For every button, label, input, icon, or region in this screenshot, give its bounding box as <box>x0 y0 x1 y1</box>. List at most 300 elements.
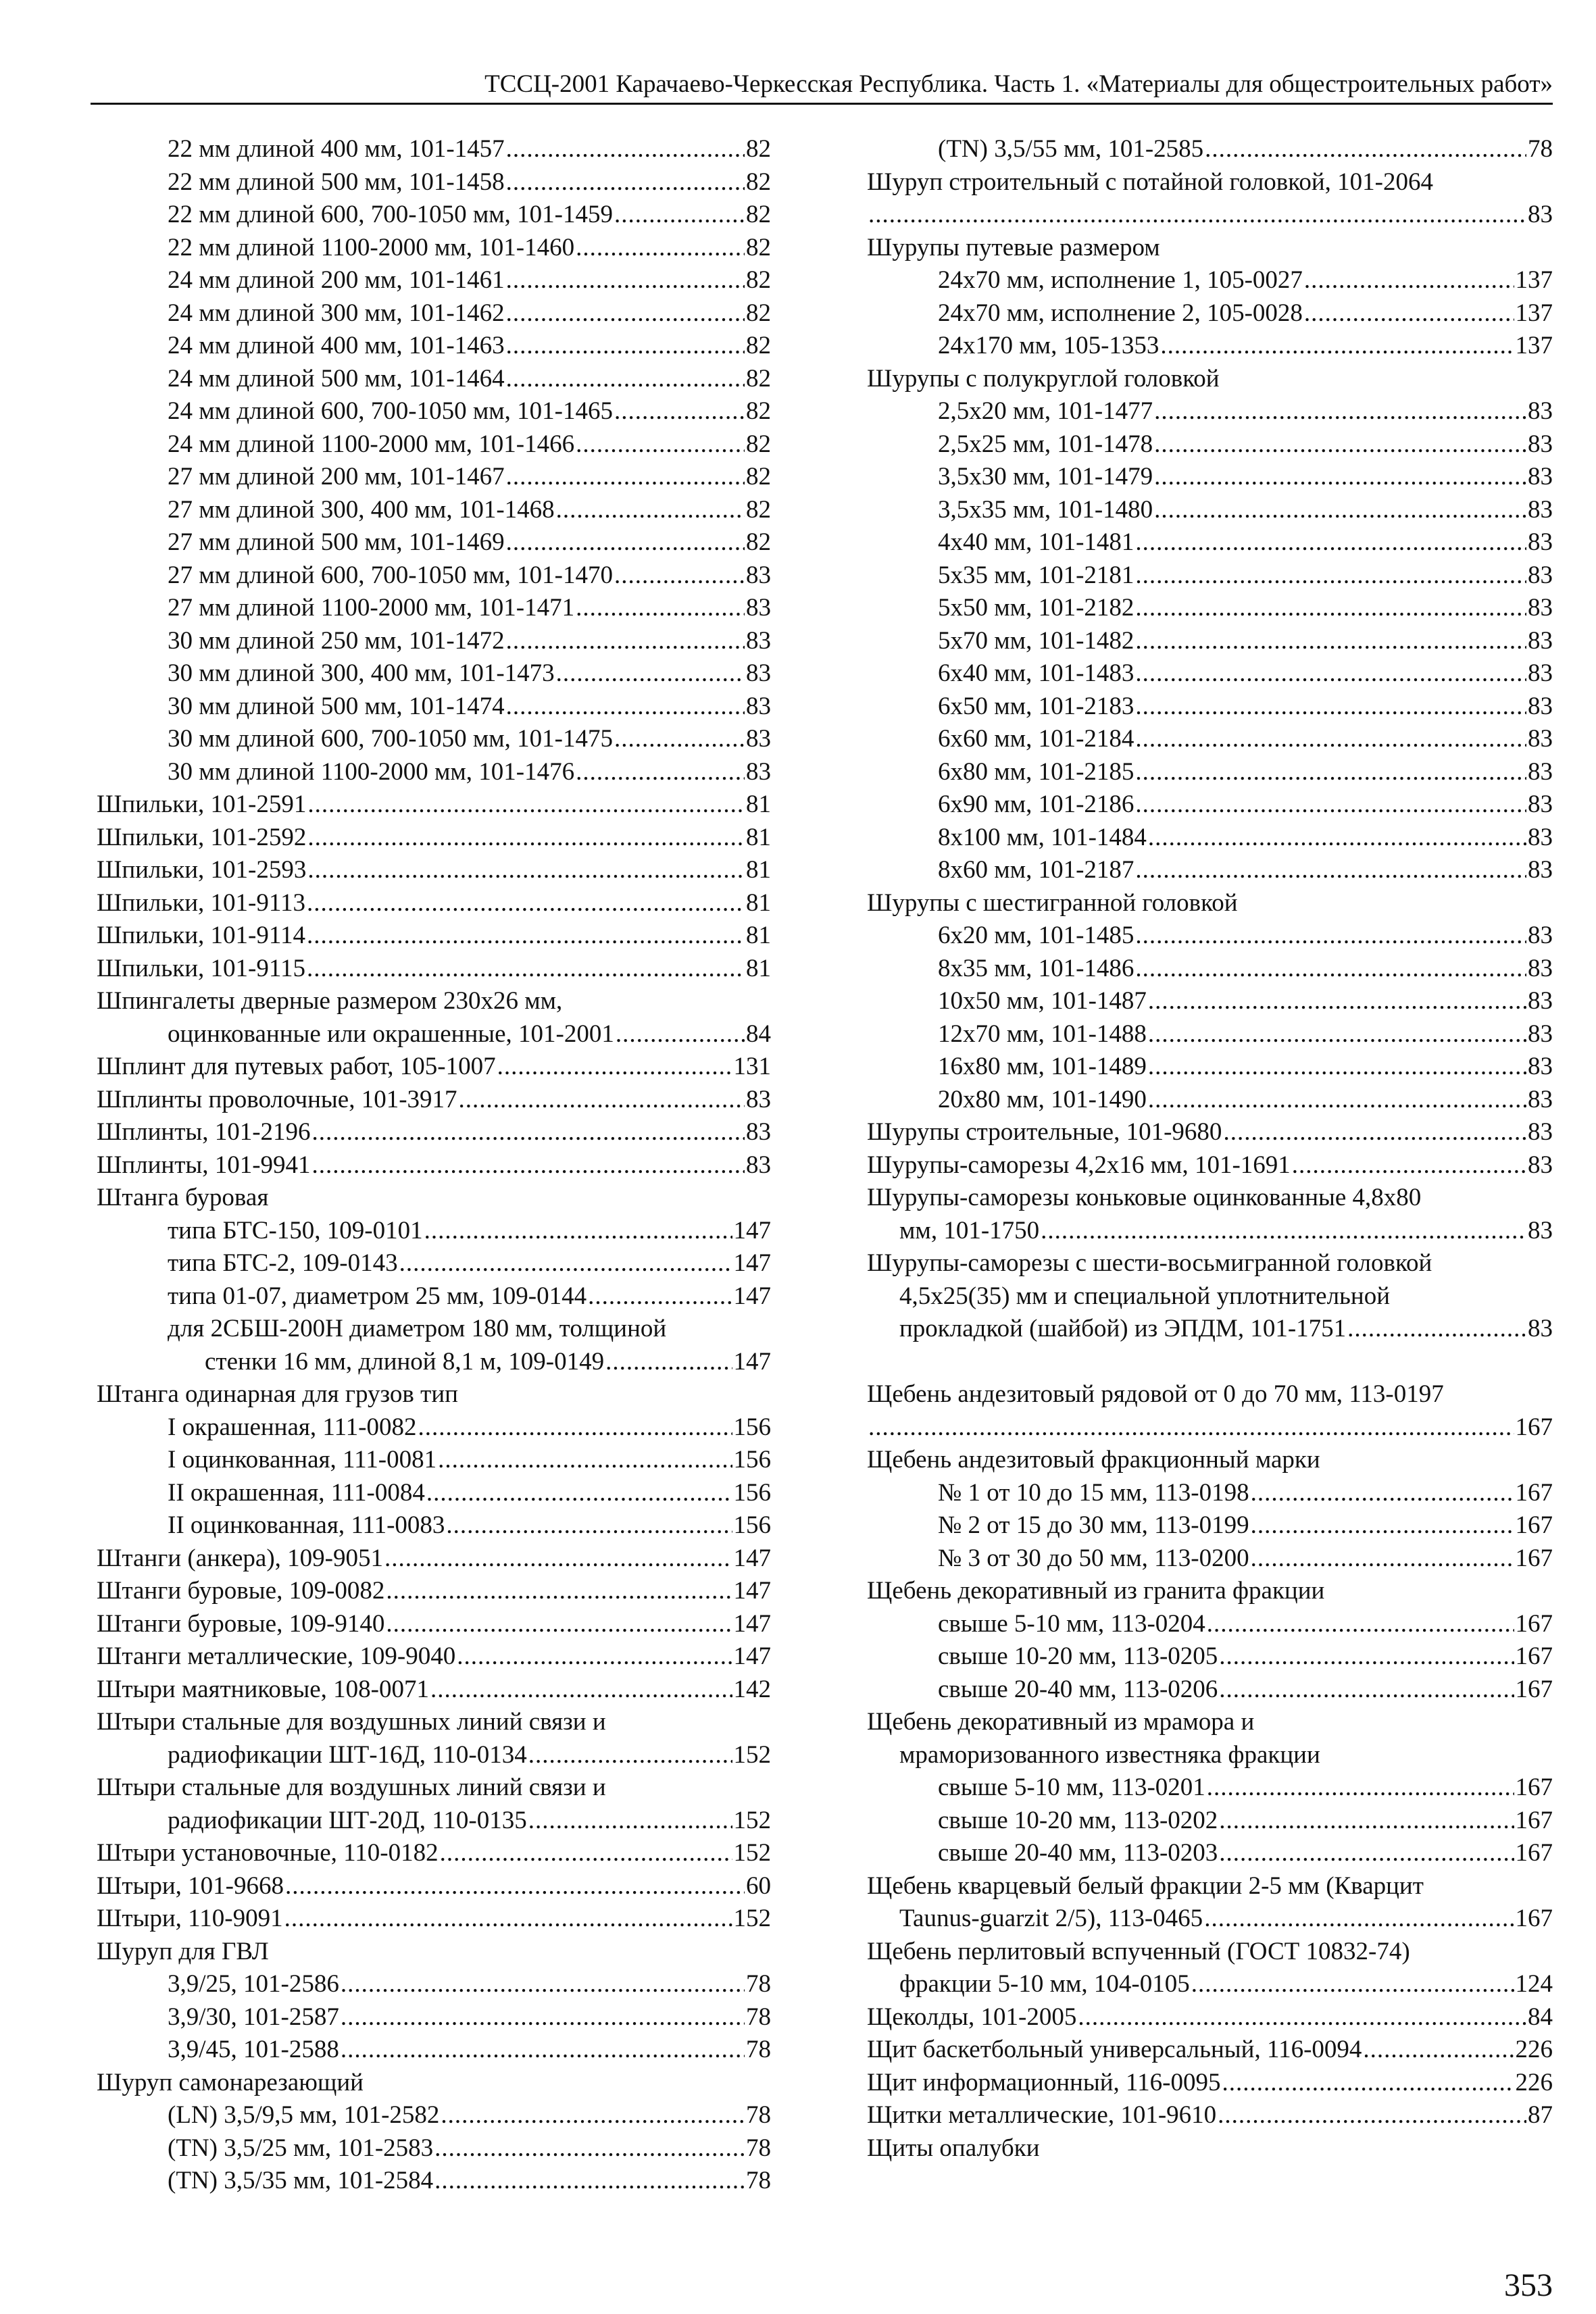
index-entry <box>867 2099 1553 2132</box>
entry-page-number: 167 <box>1515 1609 1553 1638</box>
index-entry <box>97 559 771 593</box>
entry-text: 22 мм длиной 400 мм, 101-1457 <box>168 135 505 163</box>
dot-leader <box>506 363 745 396</box>
entry-text: оцинкованные или окрашенные, 101-2001 <box>168 1020 614 1048</box>
dot-leader <box>1041 1215 1526 1248</box>
entry-text: прокладкой (шайбой) из ЭПДМ, 101-1751 <box>899 1315 1347 1342</box>
dot-leader <box>1304 264 1514 297</box>
dot-leader <box>576 428 745 461</box>
entry-text: Щебень кварцевый белый фракции 2-5 мм (Кварцит <box>867 1871 1424 1900</box>
dot-leader <box>1148 1051 1526 1084</box>
index-entry <box>97 1837 771 1870</box>
dot-leader <box>1160 330 1514 363</box>
index-entry <box>867 199 1553 232</box>
entry-text: свыше 20-40 мм, 113-0203 <box>938 1839 1218 1867</box>
index-entry <box>867 494 1553 527</box>
dot-leader <box>1154 461 1526 494</box>
entry-text: I окрашенная, 111-0082 <box>168 1413 417 1441</box>
index-entry <box>867 526 1553 559</box>
index-entry <box>97 330 771 363</box>
dot-leader <box>506 461 745 494</box>
entry-page-number: 83 <box>1528 1151 1553 1179</box>
index-entry <box>97 2001 771 2034</box>
entry-page-number: 137 <box>1515 332 1553 359</box>
index-entry <box>867 788 1553 822</box>
index-entry <box>867 1411 1553 1444</box>
entry-text: 3,9/25, 101-2586 <box>168 1970 339 1998</box>
entry-text: Щебень декоративный из мрамора и <box>867 1708 1255 1736</box>
entry-text: 24 мм длиной 500 мм, 101-1464 <box>168 364 505 393</box>
entry-text: Штанга одинарная для грузов тип <box>97 1380 458 1408</box>
dot-leader <box>441 2099 745 2132</box>
dot-leader <box>506 690 745 724</box>
entry-page-number: 124 <box>1515 1970 1553 1998</box>
dot-leader <box>506 625 745 658</box>
entry-page-number: 81 <box>746 888 771 917</box>
entry-text: 27 мм длиной 1100-2000 мм, 101-1471 <box>168 594 575 622</box>
entry-text: Шуруп для ГВЛ <box>97 1937 269 1965</box>
entry-page-number: 82 <box>746 168 771 196</box>
entry-page-number: 83 <box>1528 692 1553 720</box>
entry-page-number: 167 <box>1515 1905 1553 1932</box>
entry-text: 8х100 мм, 101-1484 <box>938 823 1147 851</box>
index-entry <box>867 264 1553 297</box>
index-entry <box>97 690 771 724</box>
dot-leader <box>438 1444 732 1477</box>
entry-text: радиофикации ШТ-16Д, 110-0134 <box>168 1740 527 1769</box>
entry-page-number: 81 <box>746 922 771 949</box>
entry-text: Штыри установочные, 110-0182 <box>97 1839 439 1867</box>
index-entry <box>867 1837 1553 1870</box>
index-entry <box>97 363 771 396</box>
entry-page-number: 142 <box>733 1675 771 1703</box>
dot-leader <box>1135 690 1526 724</box>
entry-text: № 3 от 30 до 50 мм, 113-0200 <box>938 1544 1249 1572</box>
entry-text: 24х170 мм, 105-1353 <box>938 332 1159 359</box>
entry-page-number: 82 <box>746 397 771 425</box>
index-entry <box>97 2034 771 2067</box>
dot-leader <box>434 2165 745 2198</box>
entry-text: 24 мм длиной 600, 700-1050 мм, 101-1465 <box>168 397 613 425</box>
index-entry <box>867 1084 1553 1117</box>
dot-leader <box>312 1149 745 1182</box>
entry-page-number: 147 <box>733 1609 771 1638</box>
entry-text: 6х20 мм, 101-1485 <box>938 922 1134 949</box>
entry-page-number: 137 <box>1515 299 1553 327</box>
dot-leader <box>284 1903 732 1936</box>
index-entry <box>867 395 1553 428</box>
entry-text: 6х50 мм, 101-2183 <box>938 692 1134 720</box>
entry-text: Шурупы-саморезы 4,2х16 мм, 101-1691 <box>867 1151 1291 1179</box>
entry-text: 8х60 мм, 101-2187 <box>938 856 1134 884</box>
index-entry <box>97 1051 771 1084</box>
header-title: ТССЦ-2001 Карачаево-Черкесская Республика. Часть 1. «Материалы для общестроительных работ» <box>484 70 1553 98</box>
index-entry <box>867 2034 1553 2067</box>
entry-page-number: 83 <box>1528 463 1553 491</box>
index-entry <box>867 1936 1553 1969</box>
index-entry <box>97 1280 771 1313</box>
dot-leader <box>1148 1084 1526 1117</box>
dot-leader <box>341 2001 745 2034</box>
entry-text: Штанга буровая <box>97 1184 269 1211</box>
dot-leader <box>1154 428 1526 461</box>
dot-leader <box>528 1739 732 1772</box>
entry-page-number: 60 <box>746 1871 771 1900</box>
index-entry <box>97 1903 771 1936</box>
index-entry <box>97 166 771 199</box>
entry-page-number: 82 <box>746 364 771 393</box>
entry-page-number: 156 <box>733 1446 771 1474</box>
index-entry <box>867 1542 1553 1576</box>
dot-leader <box>1135 657 1526 690</box>
entry-page-number: 81 <box>746 856 771 884</box>
dot-leader <box>1205 133 1526 166</box>
entry-text: свыше 10-20 мм, 113-0202 <box>938 1806 1218 1834</box>
index-entry <box>97 1116 771 1149</box>
index-entry <box>97 526 771 559</box>
index-entry <box>97 297 771 330</box>
dot-leader <box>1347 1313 1526 1346</box>
index-entry <box>867 1018 1553 1051</box>
index-entry <box>867 2132 1553 2165</box>
entry-page-number: 83 <box>1528 922 1553 949</box>
entry-page-number: 83 <box>1528 790 1553 818</box>
entry-page-number: 156 <box>733 1478 771 1507</box>
entry-page-number: 83 <box>1528 725 1553 753</box>
dot-leader <box>1078 2001 1526 2034</box>
index-entry <box>867 953 1553 986</box>
index-entry <box>867 1444 1553 1477</box>
index-entry <box>97 1542 771 1576</box>
entry-page-number: 147 <box>733 1642 771 1670</box>
dot-leader <box>341 1968 745 2001</box>
entry-text: Щебень декоративный из гранита фракции <box>867 1577 1325 1605</box>
dot-leader <box>1135 756 1526 789</box>
dot-leader <box>1135 788 1526 822</box>
index-entry <box>867 1674 1553 1707</box>
index-entry <box>867 1116 1553 1149</box>
index-entry <box>97 1640 771 1674</box>
dot-leader <box>1218 2099 1526 2132</box>
entry-page-number: 147 <box>733 1347 771 1376</box>
entry-page-number: 131 <box>733 1053 771 1080</box>
entry-text: 6х80 мм, 101-2185 <box>938 757 1134 786</box>
index-entry <box>97 133 771 166</box>
entry-page-number: 83 <box>746 757 771 786</box>
entry-text: Штанги буровые, 109-9140 <box>97 1609 385 1638</box>
entry-text: свыше 10-20 мм, 113-0205 <box>938 1642 1218 1670</box>
dot-leader <box>307 822 745 855</box>
entry-text: 4,5х25(35) мм и специальной уплотнительной <box>899 1282 1391 1310</box>
entry-page-number: 82 <box>746 430 771 458</box>
index-entry <box>97 1870 771 1903</box>
index-entry <box>867 428 1553 461</box>
entry-page-number: 83 <box>1528 757 1553 786</box>
dot-leader <box>307 953 745 986</box>
index-entry <box>867 1575 1553 1608</box>
index-entry <box>97 1674 771 1707</box>
entry-text: 24 мм длиной 200 мм, 101-1461 <box>168 266 505 294</box>
index-entry <box>97 788 771 822</box>
dot-leader <box>440 1837 732 1870</box>
entry-page-number: 83 <box>1528 856 1553 884</box>
index-entry <box>867 330 1553 363</box>
dot-leader <box>528 1805 732 1838</box>
entry-page-number: 84 <box>746 1020 771 1048</box>
entry-text: Шплинты, 101-9941 <box>97 1151 311 1179</box>
index-entry <box>97 1477 771 1510</box>
index-entry <box>867 920 1553 953</box>
entry-text: № 2 от 15 до 30 мм, 113-0199 <box>938 1511 1249 1539</box>
index-entry <box>97 1739 771 1772</box>
entry-text: Шурупы с шестигранной головкой <box>867 888 1238 917</box>
index-entry <box>867 625 1553 658</box>
index-entry <box>867 854 1553 887</box>
index-entry <box>97 1771 771 1805</box>
index-entry <box>97 2132 771 2165</box>
entry-text: типа 01-07, диаметром 25 мм, 109-0144 <box>168 1282 587 1310</box>
entry-page-number: 83 <box>1528 823 1553 851</box>
index-entry <box>867 1771 1553 1805</box>
entry-page-number: 82 <box>746 332 771 359</box>
dot-leader <box>1304 297 1514 330</box>
dot-leader <box>307 920 745 953</box>
index-entry <box>97 264 771 297</box>
entry-text: Щитки металлические, 101-9610 <box>867 2101 1217 2129</box>
entry-text: 30 мм длиной 300, 400 мм, 101-1473 <box>168 659 555 687</box>
entry-text: (TN) 3,5/35 мм, 101-2584 <box>168 2167 434 2194</box>
dot-leader <box>868 199 1526 232</box>
dot-leader <box>1219 1674 1514 1707</box>
dot-leader <box>426 1477 732 1510</box>
entry-page-number: 82 <box>746 201 771 228</box>
index-entry <box>97 920 771 953</box>
dot-leader <box>1222 2067 1514 2100</box>
dot-leader <box>1207 1771 1514 1805</box>
index-entry <box>867 657 1553 690</box>
entry-page-number: 83 <box>1528 1118 1553 1146</box>
entry-text: 30 мм длиной 250 мм, 101-1472 <box>168 626 505 655</box>
index-column-right <box>867 133 1553 2165</box>
index-entry <box>97 1018 771 1051</box>
entry-page-number: 83 <box>1528 397 1553 425</box>
entry-page-number: 167 <box>1515 1642 1553 1670</box>
index-entry <box>97 854 771 887</box>
entry-text: (LN) 3,5/9,5 мм, 101-2582 <box>168 2101 440 2129</box>
dot-leader <box>1135 920 1526 953</box>
index-entry <box>867 363 1553 396</box>
dot-leader <box>506 330 745 363</box>
entry-text: Щиты опалубки <box>867 2134 1040 2162</box>
dot-leader <box>1135 854 1526 887</box>
entry-text: 2,5х20 мм, 101-1477 <box>938 397 1153 425</box>
index-entry <box>867 1903 1553 1936</box>
entry-page-number: 226 <box>1515 2068 1553 2096</box>
entry-text: Шурупы строительные, 101-9680 <box>867 1118 1222 1146</box>
entry-text: 6х90 мм, 101-2186 <box>938 790 1134 818</box>
index-entry <box>97 2165 771 2198</box>
index-entry <box>97 756 771 789</box>
dot-leader <box>1154 494 1526 527</box>
index-entry <box>867 1247 1553 1280</box>
entry-text: Штыри стальные для воздушных линий связи и <box>97 1708 606 1736</box>
dot-leader <box>1135 592 1526 625</box>
index-entry <box>867 133 1553 166</box>
entry-text: 6х40 мм, 101-1483 <box>938 659 1134 687</box>
index-entry <box>97 1936 771 1969</box>
dot-leader <box>1135 953 1526 986</box>
dot-leader <box>556 657 745 690</box>
entry-page-number: 82 <box>746 233 771 261</box>
entry-text: Штыри, 101-9668 <box>97 1871 284 1900</box>
entry-page-number: 87 <box>1528 2101 1553 2129</box>
index-entry <box>97 1247 771 1280</box>
index-entry <box>867 723 1553 756</box>
entry-text: 24х70 мм, исполнение 2, 105-0028 <box>938 299 1303 327</box>
entry-text: Шпильки, 101-9113 <box>97 888 305 917</box>
index-entry <box>97 1084 771 1117</box>
dot-leader <box>506 526 745 559</box>
index-entry <box>867 1280 1553 1313</box>
dot-leader <box>459 1084 745 1117</box>
entry-text: свыше 20-40 мм, 113-0206 <box>938 1675 1218 1703</box>
entry-text: Щеколды, 101-2005 <box>867 2003 1077 2031</box>
index-entry <box>867 887 1553 920</box>
entry-page-number: 167 <box>1515 1544 1553 1572</box>
entry-text: радиофикации ШТ-20Д, 110-0135 <box>168 1806 527 1834</box>
entry-page-number: 83 <box>746 1118 771 1146</box>
entry-page-number: 147 <box>733 1577 771 1605</box>
entry-text: Штыри, 110-9091 <box>97 1905 283 1932</box>
dot-leader <box>506 166 745 199</box>
entry-text: Щебень андезитовый рядовой от 0 до 70 мм, 113-0197 <box>867 1380 1444 1408</box>
index-entry <box>867 1378 1553 1411</box>
index-entry <box>867 1739 1553 1772</box>
dot-leader <box>576 232 745 265</box>
dot-leader <box>1223 1116 1526 1149</box>
index-entry <box>867 592 1553 625</box>
entry-text: 30 мм длиной 600, 700-1050 мм, 101-1475 <box>168 725 613 753</box>
entry-text: 24 мм длиной 400 мм, 101-1463 <box>168 332 505 359</box>
entry-page-number: 83 <box>1528 1085 1553 1113</box>
entry-text: 22 мм длиной 600, 700-1050 мм, 101-1459 <box>168 201 613 228</box>
entry-page-number: 152 <box>733 1740 771 1769</box>
entry-text: 5х35 мм, 101-2181 <box>938 561 1134 589</box>
dot-leader <box>307 854 745 887</box>
entry-page-number: 81 <box>746 954 771 982</box>
dot-leader <box>506 133 745 166</box>
entry-text: Шуруп строительный с потайной головкой, 101-2064 <box>867 168 1433 196</box>
dot-leader <box>1135 526 1526 559</box>
index-entry <box>867 756 1553 789</box>
index-entry <box>867 985 1553 1018</box>
entry-page-number: 152 <box>733 1839 771 1867</box>
dot-leader <box>430 1674 732 1707</box>
index-entry <box>97 1313 771 1346</box>
entry-page-number: 82 <box>746 463 771 491</box>
entry-page-number: 167 <box>1515 1511 1553 1539</box>
dot-leader <box>1251 1509 1514 1542</box>
index-entry <box>97 1346 771 1379</box>
entry-page-number: 83 <box>1528 528 1553 556</box>
entry-page-number: 83 <box>1528 1216 1553 1244</box>
entry-text: 30 мм длиной 1100-2000 мм, 101-1476 <box>168 757 575 786</box>
entry-page-number: 137 <box>1515 266 1553 294</box>
entry-page-number: 82 <box>746 495 771 524</box>
entry-page-number: 156 <box>733 1413 771 1441</box>
index-entry <box>867 1608 1553 1641</box>
dot-leader <box>556 494 745 527</box>
entry-text: 12х70 мм, 101-1488 <box>938 1020 1147 1048</box>
dot-leader <box>312 1116 745 1149</box>
dot-leader <box>307 887 745 920</box>
index-entry <box>97 199 771 232</box>
index-entry <box>97 625 771 658</box>
index-entry <box>867 822 1553 855</box>
index-entry <box>97 953 771 986</box>
entry-text: 22 мм длиной 500 мм, 101-1458 <box>168 168 505 196</box>
entry-text: 2,5х25 мм, 101-1478 <box>938 430 1153 458</box>
index-entry <box>97 1149 771 1182</box>
entry-page-number: 83 <box>746 659 771 687</box>
entry-text: I оцинкованная, 111-0081 <box>168 1446 437 1474</box>
entry-text: (TN) 3,5/25 мм, 101-2583 <box>168 2134 434 2162</box>
index-entry <box>97 592 771 625</box>
entry-text: 3,5х35 мм, 101-1480 <box>938 495 1153 524</box>
entry-text: типа БТС-150, 109-0101 <box>168 1216 423 1244</box>
entry-page-number: 78 <box>746 2134 771 2162</box>
entry-text: Шуруп самонарезающий <box>97 2068 364 2096</box>
entry-page-number: 78 <box>746 2101 771 2129</box>
entry-text: 22 мм длиной 1100-2000 мм, 101-1460 <box>168 233 575 261</box>
entry-text: Шурупы-саморезы коньковые оцинкованные 4,8х80 <box>867 1184 1422 1211</box>
index-entry <box>867 1313 1553 1346</box>
index-entry <box>97 1509 771 1542</box>
entry-text: Шплинты проволочные, 101-3917 <box>97 1085 457 1113</box>
entry-page-number: 167 <box>1515 1774 1553 1801</box>
dot-leader <box>399 1247 732 1280</box>
entry-text: свыше 5-10 мм, 113-0201 <box>938 1774 1205 1801</box>
entry-text: 8х35 мм, 101-1486 <box>938 954 1134 982</box>
entry-page-number: 83 <box>1528 201 1553 228</box>
entry-page-number: 78 <box>746 2003 771 2031</box>
entry-text: 3,5х30 мм, 101-1479 <box>938 463 1153 491</box>
dot-leader <box>424 1215 732 1248</box>
entry-page-number: 83 <box>1528 1020 1553 1048</box>
dot-leader <box>614 559 745 593</box>
index-entry <box>97 1411 771 1444</box>
entry-text: Штыри стальные для воздушных линий связи и <box>97 1774 606 1801</box>
entry-page-number: 152 <box>733 1806 771 1834</box>
index-entry <box>867 1477 1553 1510</box>
index-entry <box>867 461 1553 494</box>
entry-page-number: 167 <box>1515 1839 1553 1867</box>
dot-leader <box>868 1411 1514 1444</box>
index-entry <box>97 2067 771 2100</box>
index-entry <box>867 2001 1553 2034</box>
entry-page-number: 147 <box>733 1249 771 1277</box>
dot-leader <box>418 1411 732 1444</box>
entry-text: 30 мм длиной 500 мм, 101-1474 <box>168 692 505 720</box>
entry-page-number: 81 <box>746 790 771 818</box>
index-column-left <box>97 133 771 2198</box>
entry-text: Шплинт для путевых работ, 105-1007 <box>97 1053 496 1080</box>
entry-page-number: 81 <box>746 823 771 851</box>
dot-leader <box>1251 1477 1514 1510</box>
dot-leader <box>341 2034 745 2067</box>
entry-text: типа БТС-2, 109-0143 <box>168 1249 398 1277</box>
dot-leader <box>497 1051 732 1084</box>
